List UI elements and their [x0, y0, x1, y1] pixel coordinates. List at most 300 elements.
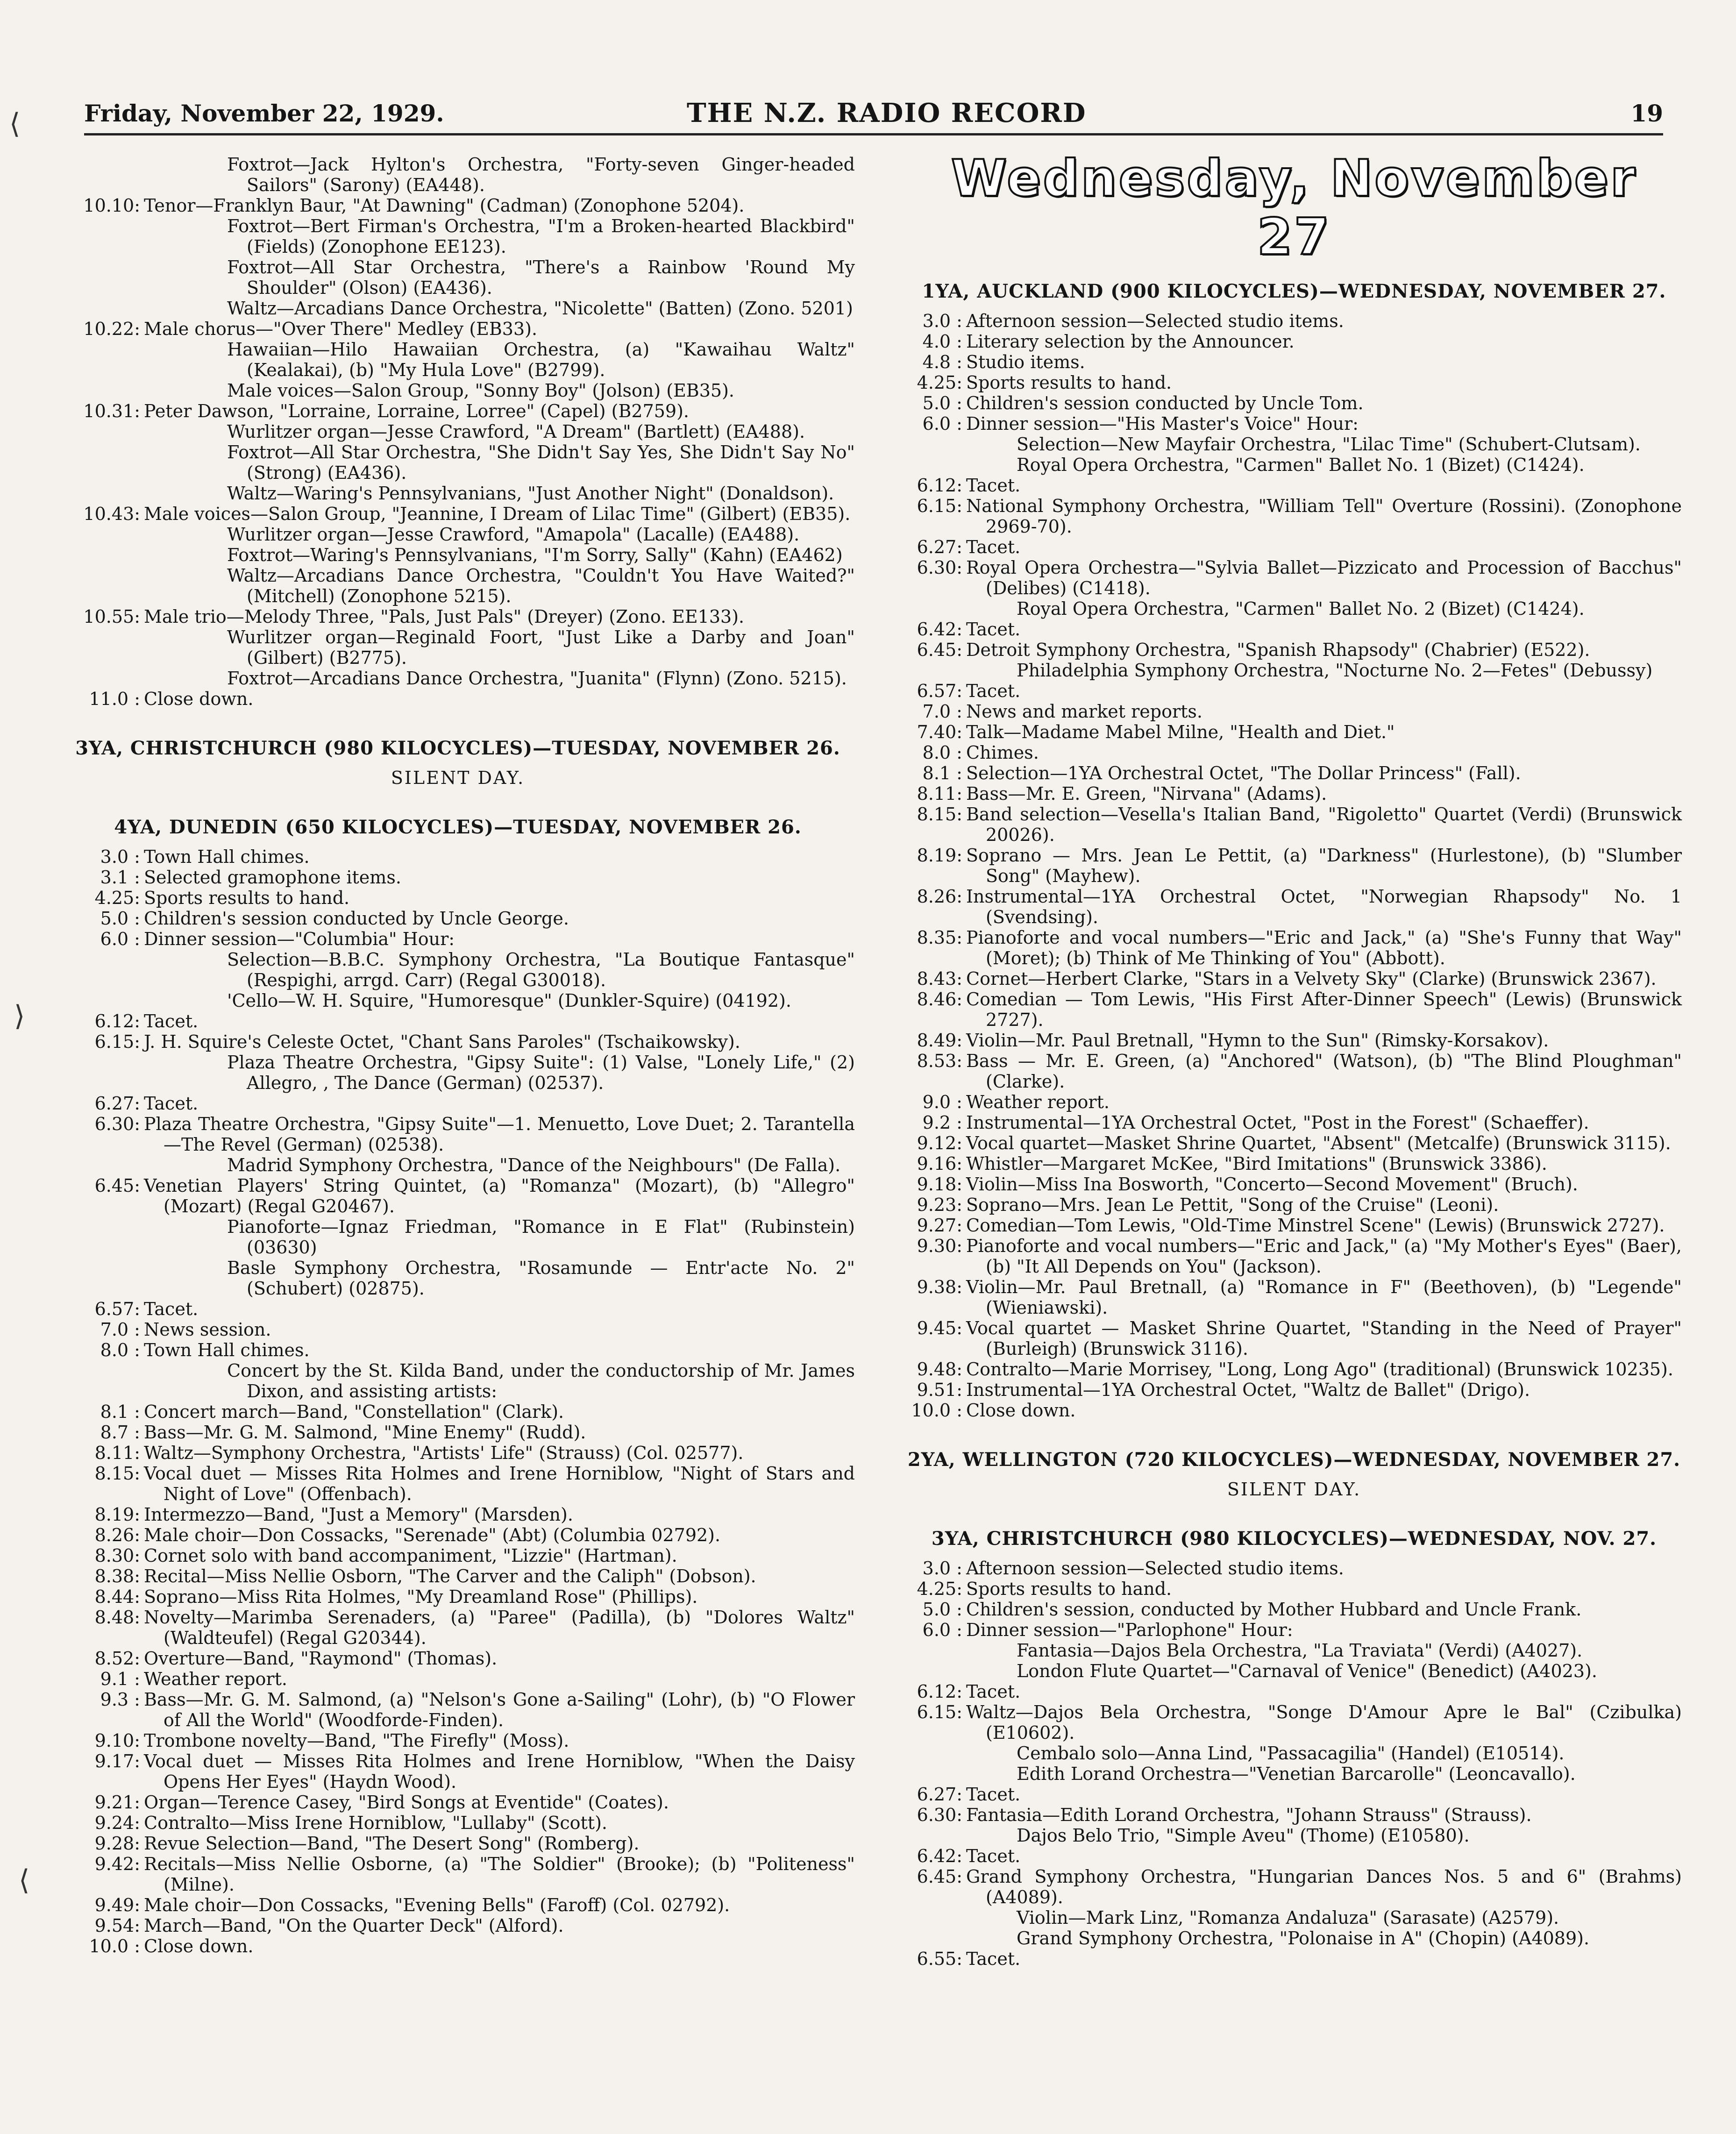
entry-text: Tacet. — [966, 1949, 1021, 1969]
entry-time — [61, 1258, 144, 1299]
schedule-entry — [61, 908, 855, 929]
entry-time: 9.27: — [917, 1215, 962, 1236]
entry-text: Fantasia—Edith Lorand Orchestra, "Johann Strauss" (Strauss). — [966, 1805, 1532, 1825]
schedule-entry — [906, 1764, 1682, 1784]
entry-time: 5.0 : — [922, 1599, 962, 1620]
entry-text: Tacet. — [966, 619, 1021, 640]
entry-time — [61, 565, 144, 606]
entry-text: Town Hall chimes. — [144, 1340, 310, 1360]
entry-time: 9.16: — [917, 1153, 962, 1174]
entry-time — [906, 1907, 966, 1928]
entry-time: 9.12: — [917, 1133, 962, 1153]
schedule-entry — [61, 1031, 855, 1052]
entry-time — [61, 216, 144, 257]
schedule-entry — [906, 619, 1682, 640]
entry-text: Instrumental—1YA Orchestral Octet, "Norwegian Rhapsody" No. 1 (Svendsing). — [966, 886, 1682, 927]
entry-text: Madrid Symphony Orchestra, "Dance of the Neighbours" (De Falla). — [227, 1155, 841, 1175]
schedule-entry — [61, 1114, 855, 1155]
entry-time — [61, 1052, 144, 1093]
entry-time: 5.0 : — [922, 393, 962, 413]
entry-time: 5.0 : — [100, 908, 140, 929]
entry-text: Violin—Mr. Paul Bretnall, (a) "Romance in F" (Beethoven), (b) "Legende" (Wieniawski). — [966, 1277, 1682, 1318]
entry-text: Foxtrot—Jack Hylton's Orchestra, "Forty-seven Ginger-headed Sailors" (Sarony) (EA448). — [227, 154, 855, 195]
entry-time — [61, 1360, 144, 1401]
entry-time: 9.45: — [917, 1318, 962, 1338]
entry-time: 8.26: — [94, 1525, 140, 1545]
entry-text: Hawaiian—Hilo Hawaiian Orchestra, (a) "Kawaihau Waltz" (Kealakai), (b) "My Hula Love" (B2799). — [227, 339, 855, 380]
entry-text: Soprano—Mrs. Jean Le Pettit, "Song of the Cruise" (Leoni). — [966, 1195, 1499, 1215]
schedule-entry — [906, 1702, 1682, 1743]
entry-time: 8.11: — [917, 783, 962, 804]
entry-text: Soprano — Mrs. Jean Le Pettit, (a) "Darkness" (Hurlestone), (b) "Slumber Song" (Mayhew). — [966, 845, 1682, 886]
entry-time: 9.17: — [94, 1751, 140, 1771]
schedule-entry — [61, 565, 855, 606]
entry-text: Recitals—Miss Nellie Osborne, (a) "The Soldier" (Brooke); (b) "Politeness" (Milne). — [144, 1854, 855, 1895]
entry-time: 8.19: — [917, 845, 962, 866]
entry-text: Waltz—Dajos Bela Orchestra, "Songe D'Amour Apre le Bal" (Czibulka) (E10602). — [966, 1702, 1682, 1743]
entry-time: 11.0 : — [89, 689, 140, 709]
schedule-entry — [61, 1299, 855, 1319]
entry-time: 6.0 : — [922, 1620, 962, 1640]
entry-text: Male choir—Don Cossacks, "Evening Bells" (Faroff) (Col. 02792). — [144, 1895, 730, 1915]
entry-time — [61, 257, 144, 298]
entry-time: 9.28: — [94, 1833, 140, 1854]
schedule-entry — [61, 1936, 855, 1956]
entry-text: Violin—Mr. Paul Bretnall, "Hymn to the Sun" (Rimsky-Korsakov). — [966, 1030, 1549, 1051]
schedule-entry — [906, 1195, 1682, 1215]
entry-text: Detroit Symphony Orchestra, "Spanish Rhapsody" (Chabrier) (E522). — [966, 640, 1590, 660]
schedule-entry — [61, 1915, 855, 1936]
entry-time: 10.31: — [83, 401, 140, 421]
page-header — [84, 96, 1663, 135]
entry-time: 9.38: — [917, 1277, 962, 1297]
entry-text: Plaza Theatre Orchestra, "Gipsy Suite": (1) Valse, "Lonely Life," (2) Allegro, , The Dance (German) (02537). — [227, 1052, 855, 1093]
entry-time: 6.30: — [917, 1805, 962, 1825]
entry-text: Cornet solo with band accompaniment, "Lizzie" (Hartman). — [144, 1545, 677, 1566]
schedule-entry — [906, 1400, 1682, 1421]
entry-text: Sports results to hand. — [144, 888, 350, 908]
entry-text: Violin—Miss Ina Bosworth, "Concerto—Second Movement" (Bruch). — [966, 1174, 1578, 1195]
entry-text: Wurlitzer organ—Reginald Foort, "Just Like a Darby and Joan" (Gilbert) (B2775). — [227, 627, 855, 668]
entry-text: Children's session conducted by Uncle George. — [144, 908, 569, 929]
entry-time: 6.15: — [917, 496, 962, 516]
entry-text: Selection—New Mayfair Orchestra, "Lilac Time" (Schubert-Clutsam). — [1017, 434, 1641, 455]
entry-text: Cornet—Herbert Clarke, "Stars in a Velvety Sky" (Clarke) (Brunswick 2367). — [966, 968, 1657, 989]
entry-time: 10.0 : — [89, 1936, 140, 1956]
schedule-entry — [61, 504, 855, 524]
entry-time — [61, 298, 144, 319]
entry-time: 6.15: — [917, 1702, 962, 1722]
schedule-entry — [61, 1258, 855, 1299]
entry-text: National Symphony Orchestra, "William Tell" Overture (Rossini). (Zonophone 2969-70). — [966, 496, 1682, 537]
entry-text: Waltz—Arcadians Dance Orchestra, "Nicolette" (Batten) (Zono. 5201) — [227, 298, 853, 319]
schedule-entry — [906, 640, 1682, 660]
schedule-entry — [906, 1599, 1682, 1620]
entry-text: Close down. — [144, 1936, 254, 1956]
entry-time — [61, 524, 144, 545]
schedule-entry — [906, 1030, 1682, 1051]
entry-text: 'Cello—W. H. Squire, "Humoresque" (Dunkler-Squire) (04192). — [227, 990, 791, 1011]
entry-text: Comedian—Tom Lewis, "Old-Time Minstrel Scene" (Lewis) (Brunswick 2727). — [966, 1215, 1665, 1236]
schedule-entry — [61, 1443, 855, 1463]
entry-text: Overture—Band, "Raymond" (Thomas). — [144, 1648, 498, 1669]
schedule-entry — [906, 1743, 1682, 1764]
entry-text: Sports results to hand. — [966, 1579, 1172, 1599]
entry-text: Literary selection by the Announcer. — [966, 331, 1295, 352]
entry-time: 8.26: — [917, 886, 962, 907]
entry-text: Contralto—Miss Irene Horniblow, "Lullaby" (Scott). — [144, 1813, 607, 1833]
entry-text: Children's session, conducted by Mother Hubbard and Uncle Frank. — [966, 1599, 1582, 1620]
schedule-entry — [906, 598, 1682, 619]
entry-text: Tacet. — [966, 1846, 1021, 1866]
schedule-entry — [906, 1092, 1682, 1112]
schedule-entry — [906, 1112, 1682, 1133]
entry-text: Bass—Mr. G. M. Salmond, "Mine Enemy" (Rudd). — [144, 1422, 586, 1443]
schedule-entry — [61, 1854, 855, 1895]
entry-text: Concert march—Band, "Constellation" (Clark). — [144, 1401, 564, 1422]
entry-time: 8.53: — [917, 1051, 962, 1071]
schedule-entry — [906, 311, 1682, 331]
entry-time: 7.0 : — [100, 1319, 140, 1340]
schedule-entry — [906, 1661, 1682, 1681]
schedule-entry — [906, 1051, 1682, 1092]
schedule-entry — [906, 1215, 1682, 1236]
entry-text: London Flute Quartet—"Carnaval of Venice" (Benedict) (A4023). — [1017, 1661, 1597, 1681]
schedule-entry — [61, 1155, 855, 1175]
entry-time: 9.49: — [94, 1895, 140, 1915]
entry-time: 6.42: — [917, 619, 962, 640]
schedule-entry — [61, 298, 855, 319]
right-column — [906, 149, 1682, 1969]
entry-time — [61, 949, 144, 990]
entry-time: 6.57: — [917, 681, 962, 701]
schedule-entry — [906, 1318, 1682, 1359]
entry-time: 6.0 : — [922, 413, 962, 434]
schedule-entry — [61, 1792, 855, 1813]
entry-time: 8.44: — [94, 1586, 140, 1607]
entry-time — [61, 154, 144, 195]
schedule-entry — [906, 413, 1682, 434]
entry-time — [61, 627, 144, 668]
schedule-entry — [61, 1669, 855, 1689]
entry-text: Children's session conducted by Uncle Tom. — [966, 393, 1364, 413]
entry-text: Afternoon session—Selected studio items. — [966, 311, 1344, 331]
schedule-entry — [906, 1359, 1682, 1380]
entry-time: 9.2 : — [922, 1112, 962, 1133]
entry-time: 10.55: — [83, 606, 140, 627]
entry-time: 8.43: — [917, 968, 962, 989]
entry-text: Venetian Players' String Quintet, (a) "Romanza" (Mozart), (b) "Allegro" (Mozart) (Regal G20467). — [144, 1175, 855, 1216]
entry-time: 9.48: — [917, 1359, 962, 1380]
entry-text: Tacet. — [966, 475, 1021, 496]
entry-text: Royal Opera Orchestra—"Sylvia Ballet—Pizzicato and Procession of Bacchus" (Delibes) (C1418). — [966, 557, 1682, 598]
entry-time — [906, 1825, 966, 1846]
entry-text: Studio items. — [966, 352, 1085, 372]
schedule-entry — [906, 1133, 1682, 1153]
schedule-entry — [61, 401, 855, 421]
station-heading: 3YA, CHRISTCHURCH (980 KILOCYCLES)—WEDNESDAY, NOV. 27. — [931, 1528, 1657, 1550]
entry-text: Violin—Mark Linz, "Romanza Andaluza" (Sarasate) (A2579). — [1017, 1907, 1559, 1928]
entry-text: Talk—Madame Mabel Milne, "Health and Diet." — [966, 722, 1395, 742]
entry-text: Cembalo solo—Anna Lind, "Passacagilia" (Handel) (E10514). — [1017, 1743, 1565, 1764]
entry-text: Vocal quartet—Masket Shrine Quartet, "Absent" (Metcalfe) (Brunswick 3115). — [966, 1133, 1671, 1153]
entry-text: Plaza Theatre Orchestra, "Gipsy Suite"—1. Menuetto, Love Duet; 2. Tarantella—The Revel (German) (02538). — [144, 1114, 855, 1155]
schedule-entry — [906, 557, 1682, 598]
entry-time: 8.19: — [94, 1504, 140, 1525]
entry-text: Philadelphia Symphony Orchestra, "Nocturne No. 2—Fetes" (Debussy) — [1017, 660, 1653, 681]
schedule-entry — [906, 1928, 1682, 1949]
entry-time: 9.23: — [917, 1195, 962, 1215]
entry-time: 7.40: — [917, 722, 962, 742]
schedule-entry — [61, 1833, 855, 1854]
schedule-entry — [906, 372, 1682, 393]
schedule-entry — [61, 867, 855, 888]
entry-text: Waltz—Symphony Orchestra, "Artists' Life" (Strauss) (Col. 02577). — [144, 1443, 744, 1463]
entry-text: Bass—Mr. G. M. Salmond, (a) "Nelson's Gone a-Sailing" (Lohr), (b) "O Flower of All the World" (Woodforde-Finden). — [144, 1689, 855, 1730]
schedule-entry — [906, 681, 1682, 701]
entry-text: Selection—B.B.C. Symphony Orchestra, "La Boutique Fantasque" (Respighi, arrgd. Carr) (Regal G30018). — [227, 949, 855, 990]
entry-time: 3.0 : — [922, 1558, 962, 1579]
entry-text: Dinner session—"Parlophone" Hour: — [966, 1620, 1293, 1640]
entry-text: March—Band, "On the Quarter Deck" (Alford). — [144, 1915, 564, 1936]
entry-time — [906, 1764, 966, 1784]
entry-text: Bass—Mr. E. Green, "Nirvana" (Adams). — [966, 783, 1327, 804]
entry-time — [906, 598, 966, 619]
schedule-entry — [61, 1011, 855, 1031]
entry-text: Royal Opera Orchestra, "Carmen" Ballet No. 2 (Bizet) (C1424). — [1017, 598, 1585, 619]
entry-text: Foxtrot—All Star Orchestra, "There's a Rainbow 'Round My Shoulder" (Olson) (EA436). — [227, 257, 855, 298]
schedule-entry — [61, 1216, 855, 1258]
entry-text: Close down. — [966, 1400, 1076, 1421]
schedule-entry — [906, 989, 1682, 1030]
entry-time: 6.30: — [917, 557, 962, 578]
schedule-entry — [61, 195, 855, 216]
entry-time: 6.27: — [917, 537, 962, 557]
schedule-entry — [61, 606, 855, 627]
entry-text: Tenor—Franklyn Baur, "At Dawning" (Cadman) (Zonophone 5204). — [144, 195, 745, 216]
entry-time: 9.54: — [94, 1915, 140, 1936]
schedule-entry — [61, 668, 855, 689]
entry-time: 6.45: — [917, 1866, 962, 1887]
entry-text: Waltz—Arcadians Dance Orchestra, "Couldn't You Have Waited?" (Mitchell) (Zonophone 5215). — [227, 565, 855, 606]
schedule-entry — [61, 1463, 855, 1504]
entry-text: News and market reports. — [966, 701, 1202, 722]
schedule-entry — [906, 1620, 1682, 1640]
left-column — [61, 154, 855, 1956]
schedule-entry — [906, 886, 1682, 927]
entry-time: 6.45: — [917, 640, 962, 660]
entry-time: 6.27: — [917, 1784, 962, 1805]
schedule-entry — [61, 1730, 855, 1751]
schedule-entry — [906, 660, 1682, 681]
schedule-entry — [61, 689, 855, 709]
schedule-entry — [906, 1579, 1682, 1599]
entry-time — [906, 1928, 966, 1949]
entry-time: 6.30: — [94, 1114, 140, 1134]
margin-mark: ⟨ — [9, 107, 21, 140]
station-heading: 3YA, CHRISTCHURCH (980 KILOCYCLES)—TUESDAY, NOVEMBER 26. — [75, 737, 840, 759]
schedule-entry — [906, 393, 1682, 413]
schedule-entry — [61, 1175, 855, 1216]
entry-text: Foxtrot—Waring's Pennsylvanians, "I'm Sorry, Sally" (Kahn) (EA462) — [227, 545, 843, 565]
entry-text: Weather report. — [144, 1669, 287, 1689]
issue-date: Friday, November 22, 1929. — [84, 100, 444, 127]
entry-time: 6.12: — [917, 475, 962, 496]
schedule-entry — [61, 1607, 855, 1648]
entry-text: Dinner session—"Columbia" Hour: — [144, 929, 455, 949]
schedule-entry — [61, 1422, 855, 1443]
schedule-entry — [61, 1813, 855, 1833]
schedule-entry — [906, 1277, 1682, 1318]
entry-time: 8.35: — [917, 927, 962, 948]
entry-text: Male chorus—"Over There" Medley (EB33). — [144, 319, 538, 339]
entry-time: 4.25: — [917, 372, 962, 393]
entry-text: Tacet. — [144, 1011, 199, 1031]
entry-time: 8.1 : — [922, 763, 962, 783]
entry-text: Close down. — [144, 689, 254, 709]
entry-text: Basle Symphony Orchestra, "Rosamunde — Entr'acte No. 2" (Schubert) (02875). — [227, 1258, 855, 1299]
entry-text: Grand Symphony Orchestra, "Polonaise in A" (Chopin) (A4089). — [1017, 1928, 1590, 1949]
entry-time: 4.0 : — [922, 331, 962, 352]
entry-text: Organ—Terence Casey, "Bird Songs at Eventide" (Coates). — [144, 1792, 669, 1813]
entry-time: 9.10: — [94, 1730, 140, 1751]
entry-time: 9.30: — [917, 1236, 962, 1256]
entry-time: 10.10: — [83, 195, 140, 216]
entry-text: Tacet. — [144, 1299, 199, 1319]
schedule-entry — [906, 1784, 1682, 1805]
entry-text: Foxtrot—Arcadians Dance Orchestra, "Juanita" (Flynn) (Zono. 5215). — [227, 668, 847, 689]
schedule-entry — [906, 1846, 1682, 1866]
schedule-entry — [61, 154, 855, 195]
entry-text: Dinner session—"His Master's Voice" Hour: — [966, 413, 1359, 434]
entry-text: Selected gramophone items. — [144, 867, 401, 888]
entry-time: 6.57: — [94, 1299, 140, 1319]
entry-time: 3.1 : — [100, 867, 140, 888]
entry-time: 7.0 : — [922, 701, 962, 722]
schedule-entry — [906, 1153, 1682, 1174]
entry-time: 6.12: — [917, 1681, 962, 1702]
schedule-entry — [61, 257, 855, 298]
schedule-entry — [906, 1866, 1682, 1907]
entry-text: Male voices—Salon Group, "Sonny Boy" (Jolson) (EB35). — [227, 380, 734, 401]
schedule-entry — [906, 475, 1682, 496]
entry-time: 8.46: — [917, 989, 962, 1010]
entry-text: Comedian — Tom Lewis, "His First After-Dinner Speech" (Lewis) (Brunswick 2727). — [966, 989, 1682, 1030]
station-heading: 1YA, AUCKLAND (900 KILOCYCLES)—WEDNESDAY, NOVEMBER 27. — [922, 280, 1666, 302]
schedule-entry — [61, 1504, 855, 1525]
entry-time — [906, 660, 966, 681]
schedule-entry — [906, 352, 1682, 372]
entry-time: 6.45: — [94, 1175, 140, 1196]
entry-time: 4.8 : — [922, 352, 962, 372]
schedule-entry — [906, 722, 1682, 742]
day-title: Wednesday, November 27 — [951, 149, 1637, 266]
entry-time: 9.3 : — [100, 1689, 140, 1710]
schedule-entry — [61, 1319, 855, 1340]
entry-time — [906, 455, 966, 475]
entry-text: Male voices—Salon Group, "Jeannine, I Dream of Lilac Time" (Gilbert) (EB35). — [144, 504, 851, 524]
entry-text: Novelty—Marimba Serenaders, (a) "Paree" (Padilla), (b) "Dolores Waltz" (Waldteufel) (Regal G20344). — [144, 1607, 855, 1648]
entry-time: 8.49: — [917, 1030, 962, 1051]
schedule-entry — [61, 1545, 855, 1566]
schedule-entry — [906, 537, 1682, 557]
schedule-entry — [61, 545, 855, 565]
schedule-entry — [61, 524, 855, 545]
schedule-entry — [906, 968, 1682, 989]
entry-time — [61, 421, 144, 442]
schedule-entry — [906, 1236, 1682, 1277]
station-note: SILENT DAY. — [1227, 1479, 1361, 1500]
entry-text: Chimes. — [966, 742, 1039, 763]
entry-time — [61, 483, 144, 504]
schedule-entry — [906, 1805, 1682, 1825]
entry-text: Selection—1YA Orchestral Octet, "The Dollar Princess" (Fall). — [966, 763, 1521, 783]
schedule-entry — [61, 1093, 855, 1114]
entry-text: Band selection—Vesella's Italian Band, "Rigoletto" Quartet (Verdi) (Brunswick 20026). — [966, 804, 1682, 845]
entry-time: 4.25: — [917, 1579, 962, 1599]
entry-time: 8.48: — [94, 1607, 140, 1628]
entry-time: 8.15: — [94, 1463, 140, 1484]
margin-mark: ⟩ — [14, 1000, 25, 1032]
schedule-entry — [906, 331, 1682, 352]
entry-time: 3.0 : — [100, 846, 140, 867]
entry-text: Intermezzo—Band, "Just a Memory" (Marsden). — [144, 1504, 573, 1525]
schedule-entry — [61, 929, 855, 949]
entry-text: Soprano—Miss Rita Holmes, "My Dreamland Rose" (Phillips). — [144, 1586, 698, 1607]
schedule-entry — [906, 496, 1682, 537]
schedule-entry — [61, 846, 855, 867]
schedule-entry — [61, 483, 855, 504]
schedule-entry — [61, 1689, 855, 1730]
station-note: SILENT DAY. — [391, 768, 525, 788]
entry-time: 8.52: — [94, 1648, 140, 1669]
schedule-entry — [906, 1681, 1682, 1702]
schedule-entry — [61, 1751, 855, 1792]
entry-time — [61, 1155, 144, 1175]
entry-text: Peter Dawson, "Lorraine, Lorraine, Lorree" (Capel) (B2759). — [144, 401, 689, 421]
schedule-entry — [61, 1586, 855, 1607]
entry-text: Instrumental—1YA Orchestral Octet, "Post in the Forest" (Schaeffer). — [966, 1112, 1589, 1133]
entry-time — [61, 380, 144, 401]
publication-title: THE N.Z. RADIO RECORD — [687, 98, 1087, 128]
entry-time — [61, 668, 144, 689]
entry-time — [906, 1743, 966, 1764]
entry-time — [61, 545, 144, 565]
entry-text: Vocal duet — Misses Rita Holmes and Irene Horniblow, "Night of Stars and Night of Love" (Offenbach). — [144, 1463, 855, 1504]
entry-text: Tacet. — [966, 681, 1021, 701]
schedule-entry — [906, 927, 1682, 968]
entry-time: 6.27: — [94, 1093, 140, 1114]
entry-text: Royal Opera Orchestra, "Carmen" Ballet No. 1 (Bizet) (C1424). — [1017, 455, 1585, 475]
entry-time — [906, 434, 966, 455]
entry-text: News session. — [144, 1319, 271, 1340]
entry-time: 3.0 : — [922, 311, 962, 331]
entry-text: J. H. Squire's Celeste Octet, "Chant Sans Paroles" (Tschaikowsky). — [144, 1031, 740, 1052]
entry-time: 6.55: — [917, 1949, 962, 1969]
entry-text: Vocal quartet — Masket Shrine Quartet, "Standing in the Need of Prayer" (Burleigh) (Brunswick 3116). — [966, 1318, 1682, 1359]
schedule-entry — [61, 888, 855, 908]
entry-time: 8.15: — [917, 804, 962, 825]
page-number: 19 — [1630, 100, 1663, 127]
entry-time: 9.51: — [917, 1380, 962, 1400]
entry-time: 9.1 : — [100, 1669, 140, 1689]
schedule-entry — [906, 742, 1682, 763]
schedule-entry — [61, 627, 855, 668]
schedule-entry — [906, 701, 1682, 722]
schedule-entry — [61, 421, 855, 442]
entry-time: 8.0 : — [100, 1340, 140, 1360]
entry-time: 8.30: — [94, 1545, 140, 1566]
